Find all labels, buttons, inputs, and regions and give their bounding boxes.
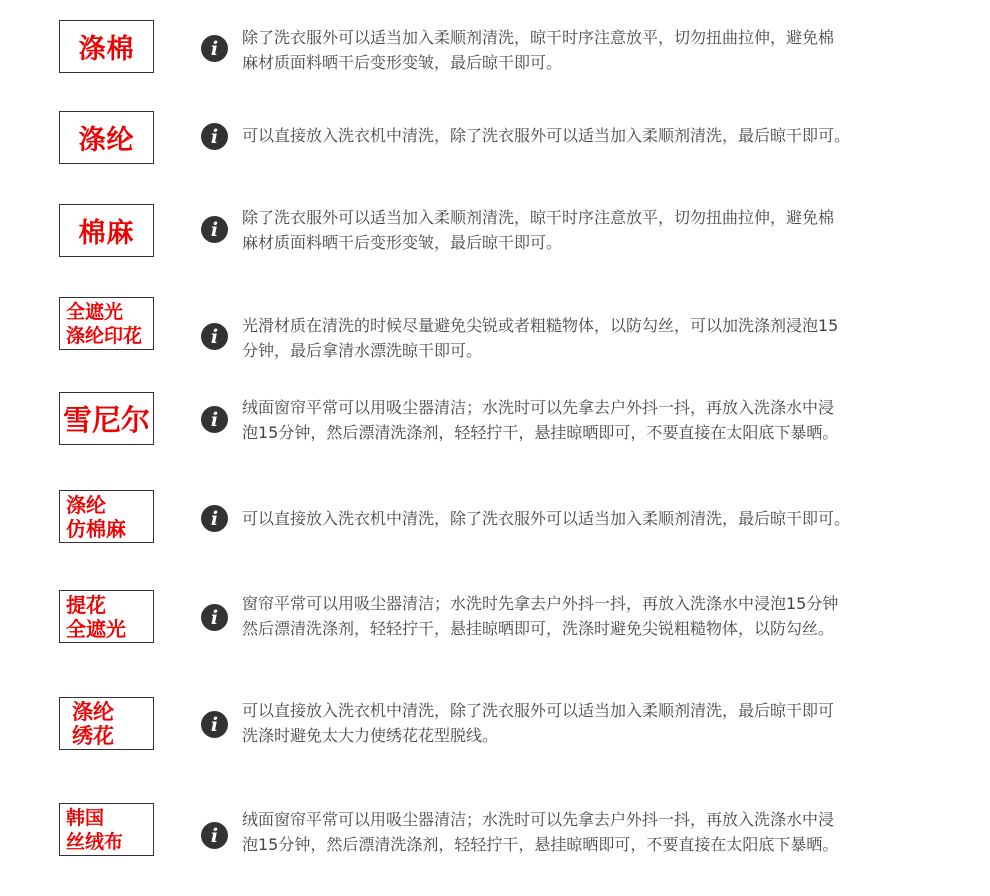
material-label: 涤纶 绣花: [59, 697, 154, 750]
material-label: 全遮光 涤纶印花: [59, 297, 154, 350]
care-description: 可以直接放入洗衣机中清洗，除了洗衣服外可以适当加入柔顺剂清洗，最后晾干即可。: [242, 509, 851, 528]
material-label: 涤纶 仿棉麻: [59, 490, 154, 543]
material-label: 韩国 丝绒布: [59, 803, 154, 856]
care-description: 可以直接放入洗衣机中清洗，除了洗衣服外可以适当加入柔顺剂清洗，最后晾干即可 洗涤时避免太大力使绣花花型脱线。: [242, 701, 835, 745]
material-label: 涤纶: [59, 111, 154, 164]
care-description: 绒面窗帘平常可以用吸尘器清洁；水洗时可以先拿去户外抖一抖，再放入洗涤水中浸 泡15分钟，然后漂清洗涤剂，轻轻拧干，悬挂晾晒即可，不要直接在太阳底下暴晒。: [242, 398, 839, 442]
info-icon: i: [201, 822, 228, 849]
care-description: 绒面窗帘平常可以用吸尘器清洁；水洗时可以先拿去户外抖一抖，再放入洗涤水中浸 泡15分钟，然后漂清洗涤剂，轻轻拧干，悬挂晾晒即可，不要直接在太阳底下暴晒。: [242, 810, 839, 854]
care-description: 除了洗衣服外可以适当加入柔顺剂清洗，晾干时序注意放平，切勿扭曲拉伸，避免棉 麻材质面料晒干后变形变皱，最后晾干即可。: [242, 208, 835, 252]
care-description: 可以直接放入洗衣机中清洗，除了洗衣服外可以适当加入柔顺剂清洗，最后晾干即可。: [242, 126, 851, 145]
care-description: 除了洗衣服外可以适当加入柔顺剂清洗，晾干时序注意放平，切勿扭曲拉伸，避免棉 麻材质面料晒干后变形变皱，最后晾干即可。: [242, 28, 835, 72]
info-icon: i: [201, 406, 228, 433]
material-label: 提花 全遮光: [59, 590, 154, 643]
info-icon: i: [201, 604, 228, 631]
care-description: 窗帘平常可以用吸尘器清洁；水洗时先拿去户外抖一抖，再放入洗涤水中浸泡15分钟 然后漂清洗涤剂，轻轻拧干，悬挂晾晒即可，洗涤时避免尖锐粗糙物体，以防勾丝。: [242, 594, 839, 638]
info-icon: i: [201, 35, 228, 62]
care-description: 光滑材质在清洗的时候尽量避免尖锐或者粗糙物体，以防勾丝，可以加洗涤剂浸泡15 分钟，最后拿清水漂洗晾干即可。: [242, 316, 839, 360]
material-label: 雪尼尔: [59, 392, 154, 445]
info-icon: i: [201, 323, 228, 350]
material-label: 棉麻: [59, 204, 154, 257]
material-label: 涤棉: [59, 20, 154, 73]
info-icon: i: [201, 216, 228, 243]
info-icon: i: [201, 711, 228, 738]
info-icon: i: [201, 123, 228, 150]
info-icon: i: [201, 505, 228, 532]
